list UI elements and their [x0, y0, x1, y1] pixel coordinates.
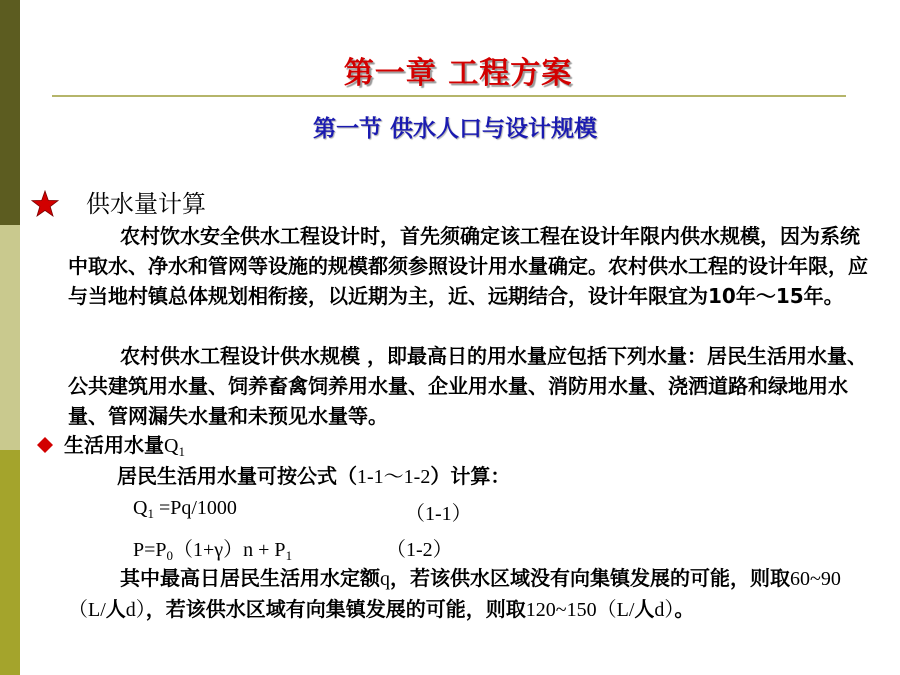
side-bar-middle: [0, 225, 20, 450]
formula-2-number: （1-2）: [386, 539, 453, 561]
formula-2: [133, 533, 292, 564]
formula-2-p0-sub: 0: [166, 548, 174, 563]
paragraph-design-period: 农村饮水安全供水工程设计时，首先须确定该工程在设计年限内供水规模，因为系统中取水、净水和管网等设施的规模都须参照设计用水量确定。农村供水工程的设计年限，应与当地村镇总体规划相衔接，以近期为主，近、远期结合，设计年限宜为10年～15年。: [68, 224, 868, 308]
formula-1-number: （1-1）: [405, 503, 472, 525]
formula-2-mid: （1+γ）n + P: [173, 539, 286, 561]
formula-intro-ref: 1-1～1-2: [357, 466, 431, 488]
para3-d1: d）: [125, 599, 146, 621]
para3-part3: ，若该供水区域有向集镇发展的可能，则取: [145, 597, 526, 621]
formula-1-expr: =Pq/1000: [153, 497, 237, 519]
formula-intro-before: 居民生活用水量可按公式（: [117, 464, 357, 488]
formula-2-lhs: P=P: [133, 539, 167, 561]
formula-1-q-sub: 1: [147, 506, 154, 521]
section-title: 第一节 供水人口与设计规模: [312, 116, 597, 142]
heading-domestic-water-label: 生活用水量: [64, 433, 164, 457]
para3-d2: d）: [654, 599, 675, 621]
formula-intro-after: ）计算：: [430, 464, 511, 488]
para3-unit1: 人: [105, 597, 126, 621]
para3-range1: 60~90（L/: [68, 568, 841, 621]
formula-intro: [117, 460, 510, 489]
formula-1: [133, 497, 237, 522]
para3-end: 。: [674, 597, 695, 621]
para3-unit2: 人: [634, 597, 655, 621]
title-divider: [52, 95, 846, 97]
heading-domestic-water-subscript: 1: [178, 444, 185, 459]
heading-domestic-water: [64, 429, 185, 460]
para3-range2: 120~150（L/: [525, 599, 635, 621]
side-bar-bottom: [0, 450, 20, 675]
paragraph-supply-scale: 农村供水工程设计供水规模 ，即最高日的用水量应包括下列水量：居民生活用水量、公共建筑用水量、饲养畜禽饲养用水量、企业用水量、消防用水量、浇洒道路和绿地用水量、管网漏失水量和未预见水量等。: [68, 344, 867, 428]
diamond-icon: [37, 437, 53, 453]
formula-2-p1-sub: 1: [285, 548, 293, 563]
para3-part1: 其中最高日居民生活用水定额: [120, 566, 380, 590]
paragraph-water-quota: [68, 563, 874, 625]
star-icon: [31, 190, 59, 218]
heading-water-supply-calculation: 供水量计算: [86, 190, 206, 218]
heading-domestic-water-symbol: Q: [164, 435, 179, 457]
formula-1-q: Q: [133, 497, 148, 519]
chapter-title: 第一章 工程方案: [343, 56, 573, 91]
para3-q: q: [380, 568, 390, 590]
para3-part2: ，若该供水区域没有向集镇发展的可能，则取: [390, 566, 790, 590]
